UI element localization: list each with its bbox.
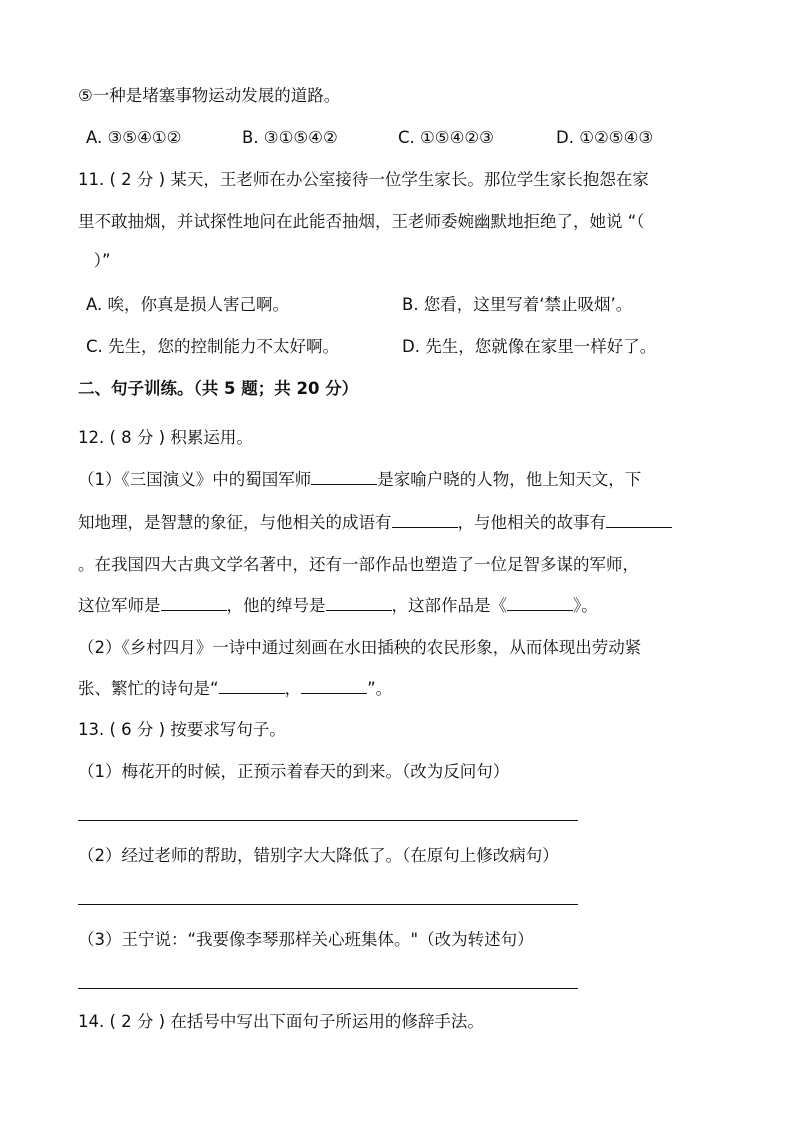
q10-option-d: D. ①②⑤④③ [556,128,654,147]
answer-blank[interactable] [392,511,458,528]
answer-line[interactable] [78,904,578,905]
answer-line[interactable] [78,988,578,989]
text-segment: ”。 [367,679,393,698]
q12-part1-line3: 。在我国四大古典文学名著中，还有一部作品也塑造了一位足智多谋的军师， [78,555,639,574]
q14-title: 14. ( 2 分 ) 在括号中写出下面句子所运用的修辞手法。 [78,1012,484,1031]
answer-blank[interactable] [161,594,227,611]
q13-sentence-1: （1）梅花开的时候，正预示着春天的到来。（改为反问句） [78,762,510,781]
text-segment: 知地理，是智慧的象征，与他相关的成语有 [78,513,392,532]
text-segment: 张、繁忙的诗句是“ [78,679,219,698]
q12-part1-line4 [78,594,598,618]
q11-option-b: B. 您看，这里写着‘禁止吸烟’。 [402,295,633,314]
answer-blank[interactable] [301,677,367,694]
q11-option-c: C. 先生，您的控制能力不太好啊。 [86,337,340,356]
q11-option-d: D. 先生，您就像在家里一样好了。 [402,337,657,356]
q12-part2-line1: （2）《乡村四月》一诗中通过刻画在水田插秧的农民形象，从而体现出劳动紧 [78,638,642,657]
answer-blank[interactable] [606,511,672,528]
q10-item-5: ⑤一种是堵塞事物运动发展的道路。 [78,86,341,105]
section-heading: 二、句子训练。（共 5 题；共 20 分） [78,379,359,398]
q10-option-a: A. ③⑤④①② [86,128,182,147]
text-segment: ，这部作品是《 [391,596,507,615]
text-segment: ，与他相关的故事有 [457,513,606,532]
q13-title: 13. ( 6 分 ) 按要求写句子。 [78,720,286,739]
q12-part2-line2 [78,677,392,701]
q10-option-c: C. ①⑤④②③ [398,128,494,147]
text-segment: 这位军师是 [78,596,161,615]
q12-part1-line1 [78,468,641,492]
q11-stem-line3: ）” [78,251,111,270]
text-segment: （1）《三国演义》中的蜀国军师 [78,470,312,489]
q12-part1-line2 [78,511,672,535]
answer-blank[interactable] [219,677,285,694]
q13-sentence-2: （2）经过老师的帮助，错别字大大降低了。（在原句上修改病句） [78,846,559,865]
q13-sentence-3: （3）王宁说：“我要像李琴那样关心班集体。"（改为转述句） [78,930,534,949]
text-segment: ， [284,679,302,698]
q11-stem-line2: 里不敢抽烟，并试探性地问在此能否抽烟，王老师委婉幽默地拒绝了，她说 “（ [78,212,645,231]
answer-blank[interactable] [507,594,573,611]
q11-stem-line1: 11. ( 2 分 ) 某天，王老师在办公室接待一位学生家长。那位学生家长抱怨在家 [78,170,649,189]
q11-option-a: A. 唉，你真是损人害己啊。 [86,295,289,314]
q12-title: 12. ( 8 分 ) 积累运用。 [78,428,253,447]
text-segment: 》。 [573,596,598,615]
q10-option-b: B. ③①⑤④② [242,128,338,147]
answer-blank[interactable] [326,594,392,611]
answer-blank[interactable] [311,468,377,485]
text-segment: ，他的绰号是 [226,596,326,615]
answer-line[interactable] [78,820,578,821]
text-segment: 是家喻户晓的人物，他上知天文，下 [377,470,642,489]
